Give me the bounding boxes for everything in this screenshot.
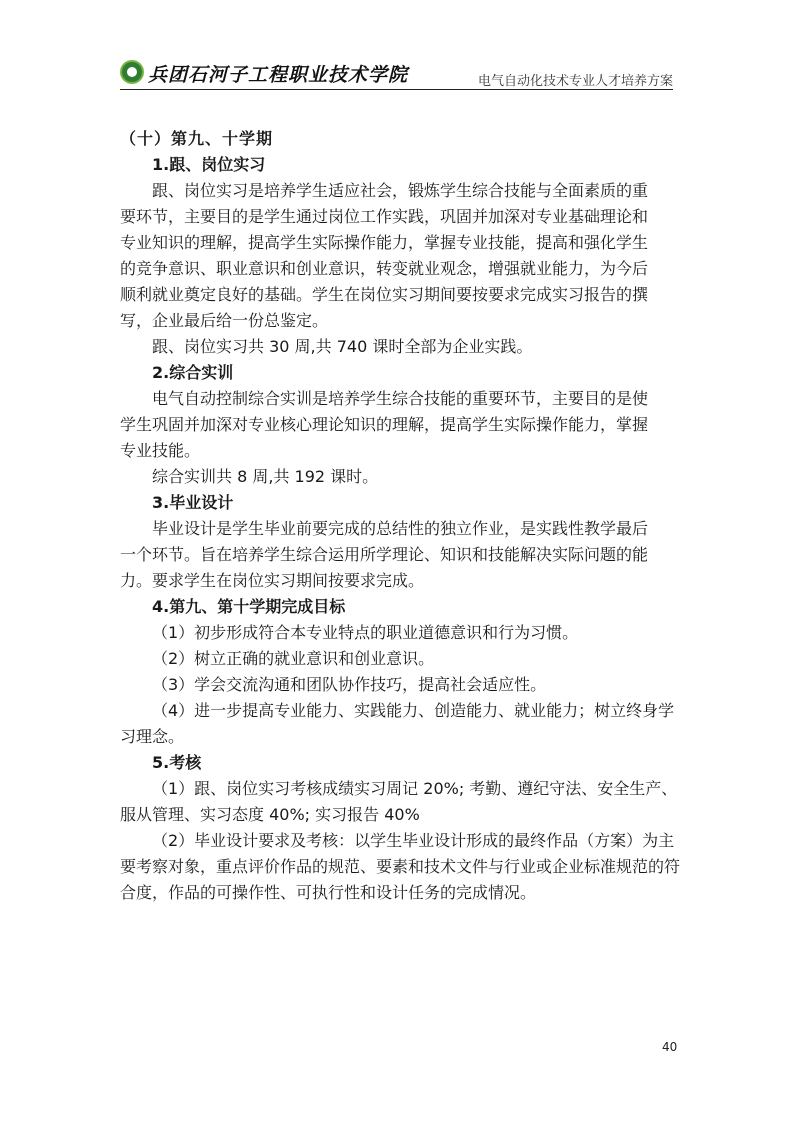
paragraph-line: （3）学会交流沟通和团队协作技巧，提高社会适应性。 xyxy=(152,675,547,694)
paragraph-line: 服从管理、实习态度 40%; 实习报告 40% xyxy=(120,805,420,824)
subsection-heading: 2.综合实训 xyxy=(152,363,234,382)
paragraph-line: （1）跟、岗位实习考核成绩实习周记 20%; 考勤、遵纪守法、安全生产、 xyxy=(152,779,678,798)
paragraph-line: （2）毕业设计要求及考核：以学生毕业设计形成的最终作品（方案）为主 xyxy=(152,831,675,850)
paragraph-line: 写，企业最后给一份总鉴定。 xyxy=(120,311,329,330)
subsection-heading: 1.跟、岗位实习 xyxy=(152,155,266,174)
paragraph-line: 要环节，主要目的是学生通过岗位工作实践，巩固并加深对专业基础理论和 xyxy=(120,207,649,226)
school-name: 兵团石河子工程职业技术学院 xyxy=(148,64,409,86)
subsection-heading: 4.第九、第十学期完成目标 xyxy=(152,597,346,616)
paragraph-line: 的竞争意识、职业意识和创业意识，转变就业观念，增强就业能力，为今后 xyxy=(120,259,649,278)
paragraph-line: 要考察对象，重点评价作品的规范、要素和技术文件与行业或企业标准规范的符 xyxy=(120,857,681,876)
paragraph-line: 习理念。 xyxy=(120,727,185,746)
page-header xyxy=(120,56,673,94)
paragraph-line: （2）树立正确的就业意识和创业意识。 xyxy=(152,649,435,668)
section-title: （十）第九、十学期 xyxy=(120,129,274,148)
paragraph-line: 毕业设计是学生毕业前要完成的总结性的独立作业，是实践性教学最后 xyxy=(152,519,649,538)
subsection-heading: 3.毕业设计 xyxy=(152,493,234,512)
paragraph-line: 顺利就业奠定良好的基础。学生在岗位实习期间要按要求完成实习报告的撰 xyxy=(120,285,649,304)
school-logo-icon xyxy=(120,60,144,84)
paragraph-line: 力。要求学生在岗位实习期间按要求完成。 xyxy=(120,571,425,590)
document-title: 电气自动化技术专业人才培养方案 xyxy=(477,74,673,89)
subsection-heading: 5.考核 xyxy=(152,753,202,772)
paragraph-line: 跟、岗位实习是培养学生适应社会，锻炼学生综合技能与全面素质的重 xyxy=(152,181,649,200)
page-number: 40 xyxy=(662,1040,678,1054)
paragraph-line: 合度，作品的可操作性、可执行性和设计任务的完成情况。 xyxy=(120,883,537,902)
paragraph-line: 一个环节。旨在培养学生综合运用所学理论、知识和技能解决实际问题的能 xyxy=(120,545,649,564)
paragraph-line: 电气自动控制综合实训是培养学生综合技能的重要环节，主要目的是使 xyxy=(152,389,649,408)
paragraph-line: （4）进一步提高专业能力、实践能力、创造能力、就业能力；树立终身学 xyxy=(152,701,675,720)
paragraph-line: （1）初步形成符合本专业特点的职业道德意识和行为习惯。 xyxy=(152,623,579,642)
paragraph-line: 专业知识的理解，提高学生实际操作能力，掌握专业技能，提高和强化学生 xyxy=(120,233,649,252)
document-body xyxy=(120,126,681,906)
paragraph-line: 综合实训共 8 周,共 192 课时。 xyxy=(152,467,379,486)
paragraph-line: 跟、岗位实习共 30 周,共 740 课时全部为企业实践。 xyxy=(152,337,533,356)
paragraph-line: 专业技能。 xyxy=(120,441,201,460)
paragraph-line: 学生巩固并加深对专业核心理论知识的理解，提高学生实际操作能力，掌握 xyxy=(120,415,649,434)
header-divider xyxy=(120,89,673,90)
body-lines xyxy=(120,152,681,906)
